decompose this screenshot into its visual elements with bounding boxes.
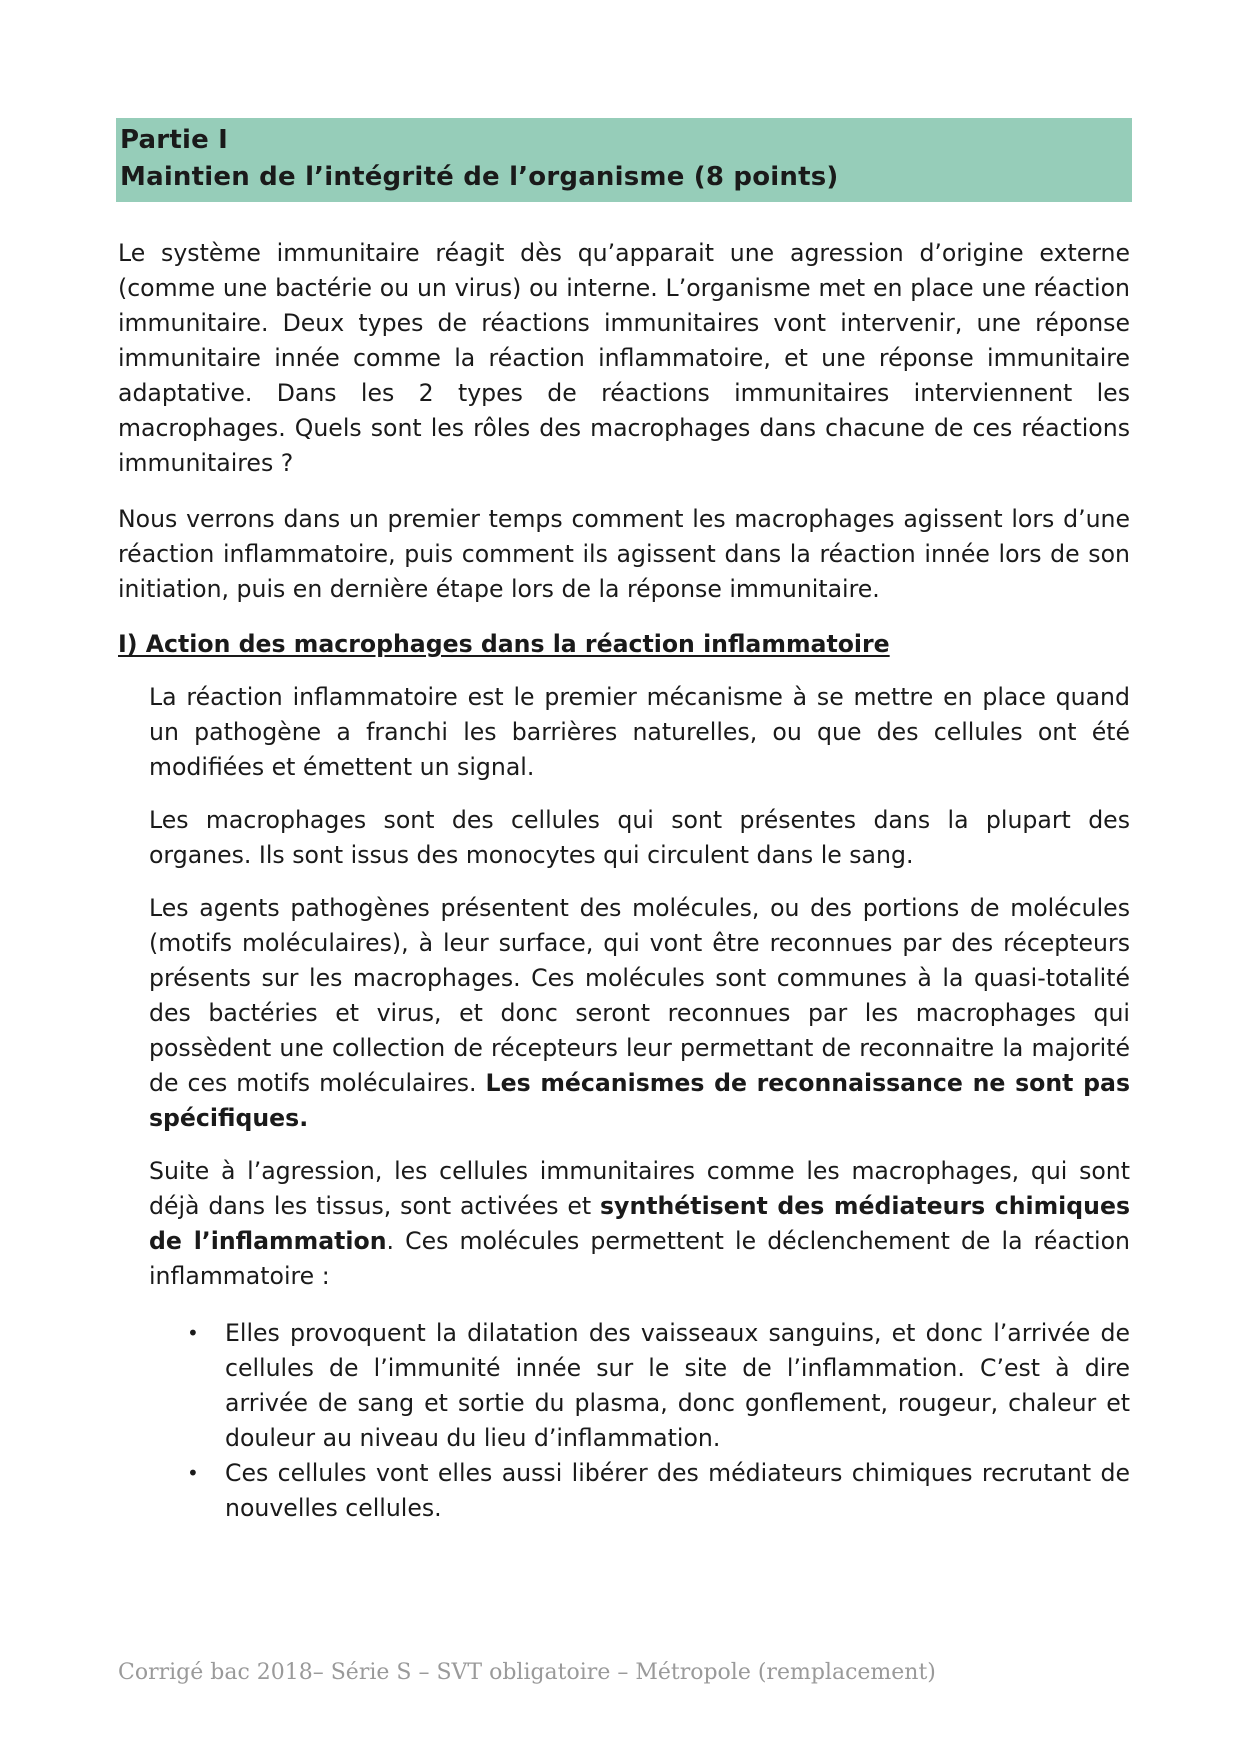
- intro-paragraph-2: Nous verrons dans un premier temps comment les macrophages agissent lors d’une réaction inflammatoire, puis comment ils agissent dans la réaction innée lors de son initiation, puis en dernière étape lors de la réponse immunitaire.: [118, 505, 1130, 603]
- part-label: Partie I: [120, 125, 229, 155]
- list-item: [149, 1316, 1130, 1456]
- page-footer: Corrigé bac 2018– Série S – SVT obligatoire – Métropole (remplacement): [118, 1660, 936, 1685]
- section-paragraph-3-text: Les agents pathogènes présentent des molécules, ou des portions de molécules (motifs moléculaires), à leur surface, qui vont être reconnues par des récepteurs présents sur les macrophages. Ces molécules sont communes à la quasi-totalité des bactéries et virus, et donc seront reconnues par les macrophages qui possèdent une collection de récepteurs leur permettant de reconnaitre la majorité de ces motifs moléculaires.: [149, 894, 1130, 1097]
- list-item: [149, 1456, 1130, 1526]
- section-title: I) Action des macrophages dans la réaction inflammatoire: [118, 630, 890, 658]
- bullet-icon: •: [187, 1461, 199, 1485]
- section-paragraph-4-text-2: . Ces molécules permettent le déclenchement de la réaction inflammatoire :: [149, 1227, 1130, 1290]
- main-content: [118, 236, 1130, 1526]
- section-paragraph-3-bold: Les mécanismes de reconnaissance ne sont pas spécifiques.: [149, 1069, 1130, 1132]
- section-paragraph-2: Les macrophages sont des cellules qui sont présentes dans la plupart des organes. Ils sont issus des monocytes qui circulent dans le sang.: [149, 806, 1130, 869]
- section-paragraph-1: La réaction inflammatoire est le premier mécanisme à se mettre en place quand un pathogène a franchi les barrières naturelles, ou que des cellules ont été modifiées et émettent un signal.: [149, 683, 1130, 781]
- section-body: [149, 680, 1130, 1526]
- list-item-text: Ces cellules vont elles aussi libérer des médiateurs chimiques recrutant de nouvelles cellules.: [225, 1459, 1130, 1522]
- intro-paragraph-1: Le système immunitaire réagit dès qu’apparait une agression d’origine externe (comme une bactérie ou un virus) ou interne. L’organisme met en place une réaction immunitaire. Deux types de réactions immunitaires vont intervenir, une réponse immunitaire innée comme la réaction inflammatoire, et une réponse immunitaire adaptative. Dans les 2 types de réactions immunitaires interviennent les macrophages. Quels sont les rôles des macrophages dans chacune de ces réactions immunitaires ?: [118, 239, 1130, 477]
- list-item-text: Elles provoquent la dilatation des vaisseaux sanguins, et donc l’arrivée de cellules de l’immunité innée sur le site de l’inflammation. C’est à dire arrivée de sang et sortie du plasma, donc gonflement, rougeur, chaleur et douleur au niveau du lieu d’inflammation.: [225, 1319, 1130, 1452]
- section-paragraph-4-text-1: Suite à l’agression, les cellules immunitaires comme les macrophages, qui sont déjà dans les tissus, sont activées et: [149, 1157, 1130, 1220]
- part-header: [116, 118, 1132, 202]
- section-paragraph-3: [149, 891, 1130, 1136]
- bullet-icon: •: [187, 1321, 199, 1345]
- part-title: Maintien de l’intégrité de l’organisme (8 points): [120, 162, 839, 192]
- bullet-list: [149, 1316, 1130, 1526]
- section-paragraph-4-bold: synthétisent des médiateurs chimiques de l’inflammation: [149, 1192, 1131, 1255]
- section-paragraph-4: [149, 1154, 1130, 1294]
